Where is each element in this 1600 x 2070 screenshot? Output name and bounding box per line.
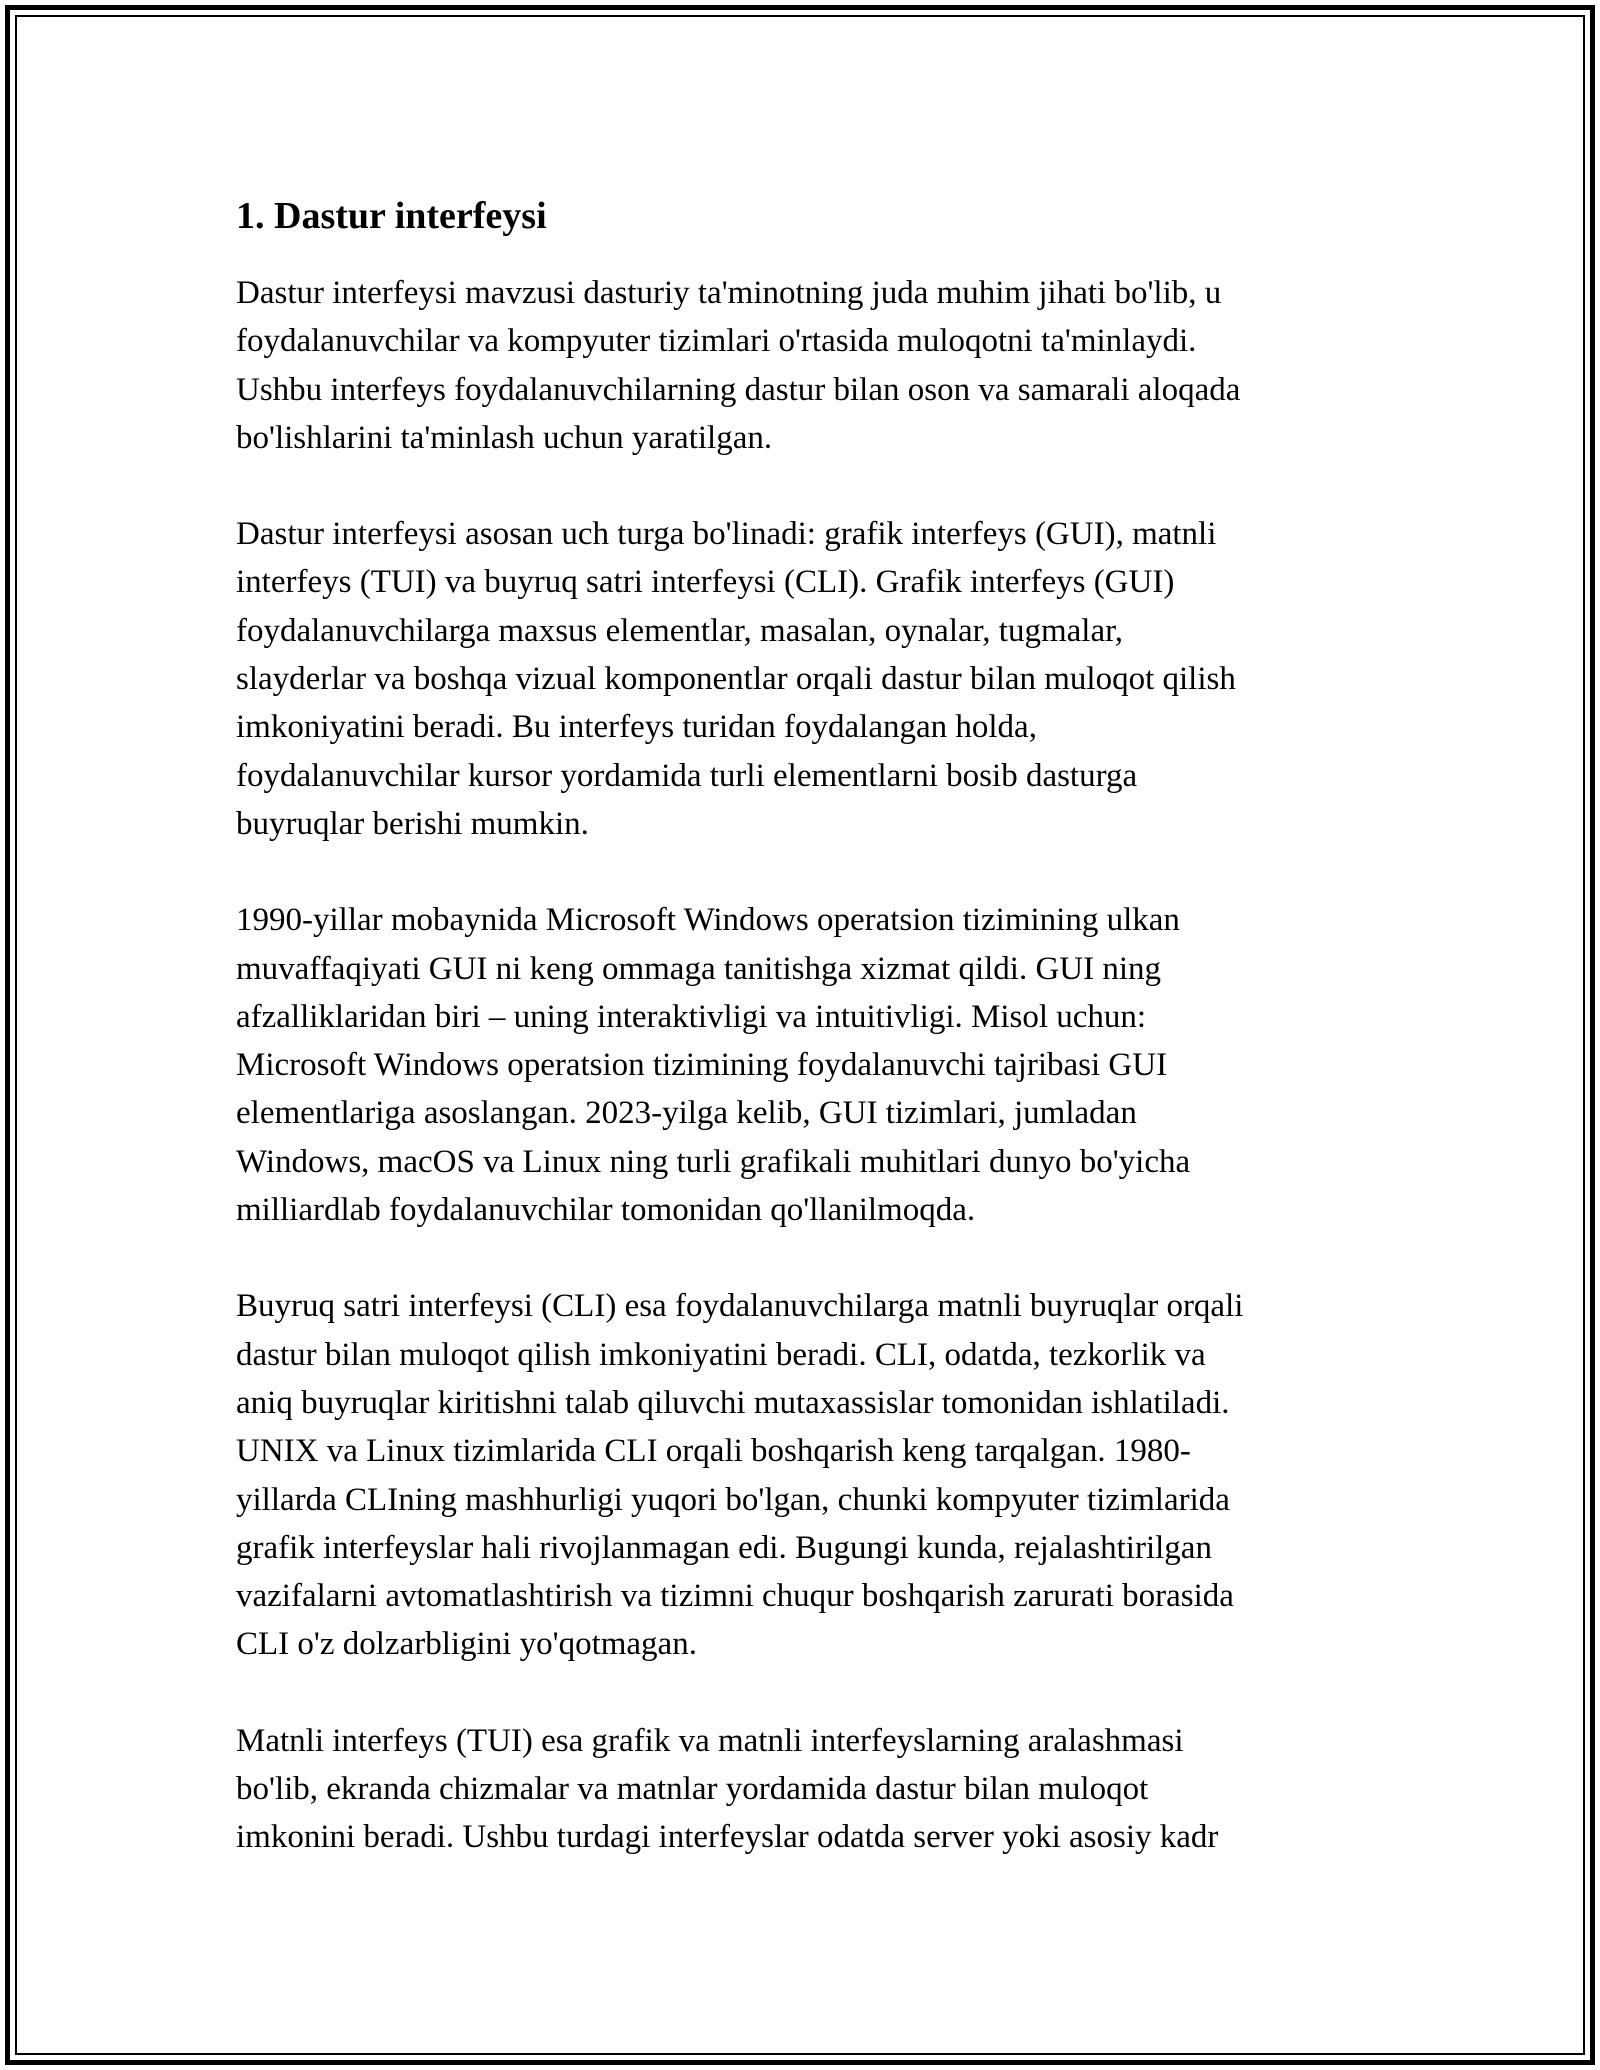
document-body bbox=[236, 185, 1366, 1910]
paragraph-tui: Matnli interfeys (TUI) esa grafik va matnli interfeyslarning aralashmasi bo'lib, ekranda chizmalar va matnlar yordamida dastur bilan muloqot imkonini beradi. Ushbu turdagi interfeyslar odatda server yoki asosiy kadr bbox=[236, 1722, 1219, 1856]
paragraph-intro: Dastur interfeysi mavzusi dasturiy ta'minotning juda muhim jihati bo'lib, u foydalanuvchilar va kompyuter tizimlari o'rtasida muloqotni ta'minlaydi. Ushbu interfeys foydalanuvchilarning dastur bilan oson va samarali aloqada bo'lishlarini ta'minlash uchun yaratilgan. bbox=[236, 275, 1241, 456]
paragraph-interface-types: Dastur interfeysi asosan uch turga bo'linadi: grafik interfeys (GUI), matnli interfeys (TUI) va buyruq satri interfeysi (CLI). Grafik interfeys (GUI) foydalanuvchilarga maxsus elementlar, masalan, oynalar, tugmalar, slayderlar va boshqa vizual komponentlar orqali dastur bilan muloqot qilish imkoniyatini beradi. Bu interfeys turidan foydalangan holda, foydalanuvchilar kursor yordamida turli elementlarni bosib dasturga buyruqlar berishi mumkin. bbox=[236, 516, 1236, 842]
paragraph-cli: Buyruq satri interfeysi (CLI) esa foydalanuvchilarga matnli buyruqlar orqali dastur bilan muloqot qilish imkoniyatini beradi. CLI, odatda, tezkorlik va aniq buyruqlar kiritishni talab qiluvchi mutaxassislar tomonidan ishlatiladi. UNIX va Linux tizimlarida CLI orqali boshqarish keng tarqalgan. 1980- yillarda CLIning mashhurligi yuqori bo'lgan, chunki kompyuter tizimlarida grafik interfeyslar hali rivojlanmagan edi. Bugungi kunda, rejalashtirilgan vazifalarni avtomatlashtirish va tizimni chuqur boshqarish zarurati borasida CLI o'z dolzarbligini yo'qotmagan. bbox=[236, 1288, 1244, 1663]
paragraph-gui-history: 1990-yillar mobaynida Microsoft Windows operatsion tizimining ulkan muvaffaqiyati GUI ni keng ommaga tanitishga xizmat qildi. GUI ning afzalliklaridan biri – uning interaktivligi va intuitivligi. Misol uchun: Microsoft Windows operatsion tizimining foydalanuvchi tajribasi GUI elementlariga asoslangan. 2023-yilga kelib, GUI tizimlari, jumladan Windows, macOS va Linux ning turli grafikali muhitlari dunyo bo'yicha milliardlab foydalanuvchilar tomonidan qo'llanilmoqda. bbox=[236, 902, 1191, 1229]
section-heading: 1. Dastur interfeysi bbox=[236, 195, 547, 237]
